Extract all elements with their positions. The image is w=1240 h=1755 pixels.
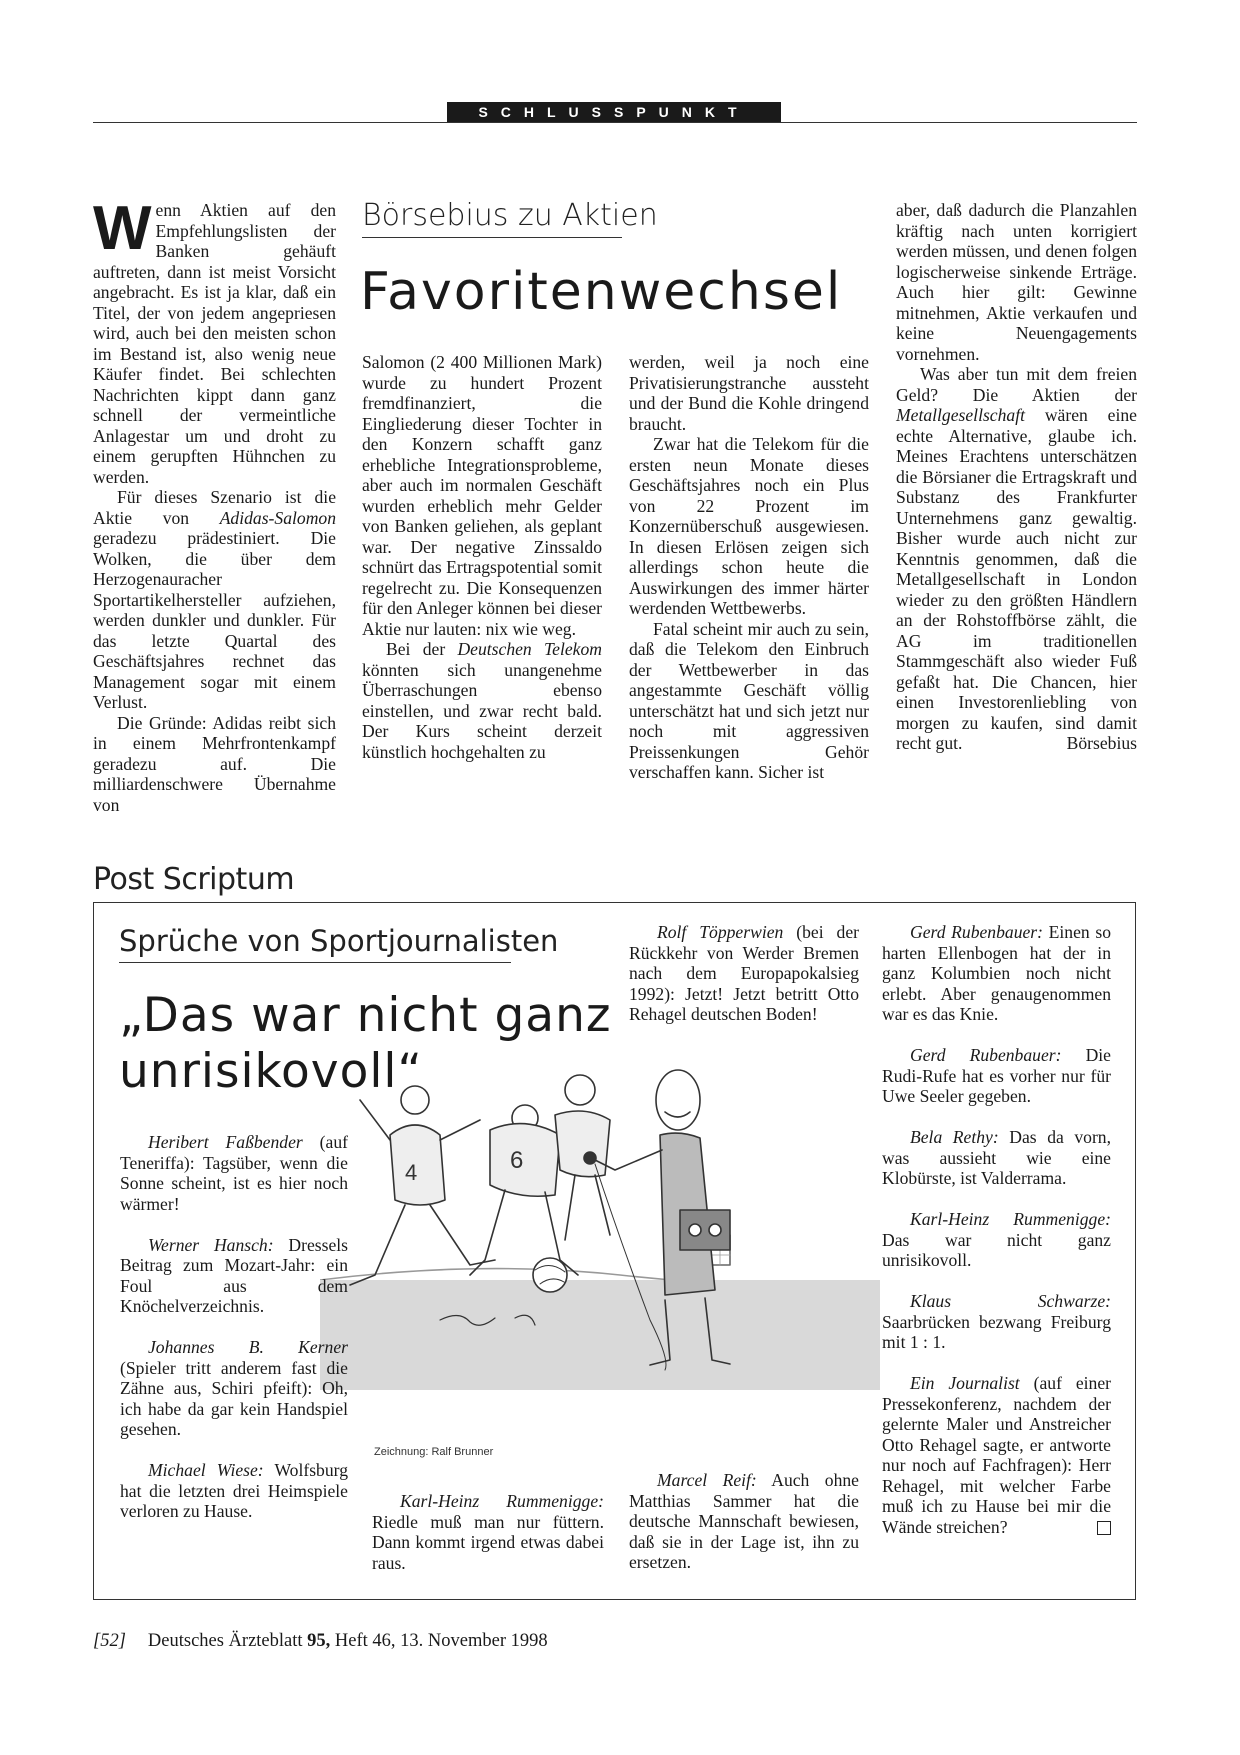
paragraph: Was aber tun mit dem freien Geld? Die Aktien der Metallgesellschaft wären eine echte Alternative, glaube ich. Meines Erachtens unterschätzen die Börsianer die Ertragskraft und Substanz des Frankfurter Unternehmens ganz gewaltig. Bisher wurde auch nicht zur Kenntnis genommen, daß die Metallgesellschaft in London wieder zu den größten Händlern an der Rohstoffbörse zählt, die AG im traditionellen Stammgeschäft also wieder Fuß gefaßt hat. Die Chancen, hier einen Investorenliebling von morgen zu kaufen, sind damit recht gut. Börsebius xyxy=(896,364,1137,753)
quote: Ein Journalist (auf einer Pressekonferenz, nachdem der gelernte Maler und Anstreicher Otto Rehagel sagte, er antworte nur noch auf Fachfragen): Herr Rehagel, mit welcher Farbe muß ich zu Hause bei mir die Wände streichen? xyxy=(882,1373,1111,1537)
section-header: SCHLUSSPUNKT xyxy=(447,102,781,123)
postscriptum-title: „Das war nicht ganz unrisikovoll“ xyxy=(119,988,612,1099)
quote: Karl-Heinz Rummenigge: Das war nicht ganz unrisikovoll. xyxy=(882,1209,1111,1270)
article-column-3 xyxy=(629,352,869,783)
svg-text:6: 6 xyxy=(510,1147,524,1174)
article-kicker: Börsebius zu Aktien xyxy=(362,198,622,238)
paragraph: Fatal scheint mir auch zu sein, daß die Telekom den Einbruch der Wettbewerber in das angestammte Geschäft völlig unterschätzt hat und sich jetzt nur noch mit aggressiven Preissenkungen Gehör verschaffen kann. Sicher ist xyxy=(629,618,869,782)
article-column-2 xyxy=(362,352,602,762)
quote: Karl-Heinz Rummenigge: Riedle muß man nur füttern. Dann kommt irgend etwas dabei raus. xyxy=(372,1491,604,1573)
paragraph: Die Gründe: Adidas reibt sich in einem Mehrfrontenkampf geradezu auf. Die milliardenschwere Übernahme von xyxy=(93,712,336,815)
drop-cap: W xyxy=(93,194,152,263)
quote: Gerd Rubenbauer: Einen so harten Ellenbogen hat der in ganz Kolumbien noch nicht erlebt. Aber genaugenommen war es das Knie. xyxy=(882,922,1111,1024)
postscriptum-kicker: Sprüche von Sportjournalisten xyxy=(119,924,511,963)
quotes-column-1 xyxy=(120,1132,348,1522)
postscriptum-label: Post Scriptum xyxy=(93,862,295,897)
quotes-column-3-top xyxy=(629,922,859,1025)
paragraph: werden, weil ja noch eine Privatisierungstranche aussteht und der Bund die Kohle dringend braucht. xyxy=(629,352,869,434)
quotes-column-3-bottom xyxy=(629,1470,859,1573)
cartoon-illustration xyxy=(320,1060,880,1420)
article-column-1 xyxy=(93,194,336,815)
paragraph: Salomon (2 400 Millionen Mark) wurde zu hundert Prozent fremdfinanziert, die Eingliederung dieser Tochter in den Konzern schafft ganz erhebliche Integrationsprobleme, aber auch im normalen Geschäft wurden erheblich mehr Gelder von Banken geliehen, als geplant war. Der negative Zinssaldo schnürt das Ertragspotential somit regelrecht zu. Die Konsequenzen für den Anleger können bei dieser Aktie nur lauten: nix wie weg. xyxy=(362,352,602,639)
author-signoff: Börsebius xyxy=(1066,733,1137,753)
quotes-column-4 xyxy=(882,922,1111,1537)
quote: Gerd Rubenbauer: Die Rudi-Rufe hat es vorher nur für Uwe Seeler gegeben. xyxy=(882,1045,1111,1106)
quote: Marcel Reif: Auch ohne Matthias Sammer hat die deutsche Mannschaft bewiesen, daß sie in der Lage ist, ihn zu ersetzen. xyxy=(629,1470,859,1572)
paragraph: Bei der Deutschen Telekom könnten sich unangenehme Überraschungen ebenso einstellen, und zwar recht bald. Der Kurs scheint derzeit künstlich hochgehalten zu xyxy=(362,639,602,762)
quote: Werner Hansch: Dressels Beitrag zum Mozart-Jahr: ein Foul aus dem Knöchelverzeichnis. xyxy=(120,1234,348,1316)
journal-issue: Heft 46, 13. November 1998 xyxy=(334,1631,548,1651)
journal-name: Deutsches Ärzteblatt xyxy=(147,1631,303,1651)
paragraph: aber, daß dadurch die Planzahlen kräftig nach unten korrigiert werden müssen, und denen folgen logischerweise sinkende Erträge. Auch hier gilt: Gewinne mitnehmen, Aktie verkaufen und keine Neuengagements vornehmen. xyxy=(896,200,1137,364)
article-column-4 xyxy=(896,200,1137,754)
quotes-column-2 xyxy=(372,1491,604,1573)
quote: Bela Rethy: Das da vorn, was aussieht wie eine Klobürste, ist Valderrama. xyxy=(882,1127,1111,1188)
cartoon-credit: Zeichnung: Ralf Brunner xyxy=(374,1446,494,1458)
header-rule xyxy=(93,122,1137,123)
paragraph: Zwar hat die Telekom für die ersten neun Monate dieses Geschäftsjahres noch ein Plus von 22 Prozent im Konzernüberschuß ausgewiesen. In diesen Erlösen zeigen sich allerdings schon heute die Auswirkungen des immer härter werdenden Wettbewerbs. xyxy=(629,434,869,618)
page-number: [52] xyxy=(93,1631,126,1651)
svg-text:4: 4 xyxy=(405,1160,418,1185)
page-footer xyxy=(93,1631,548,1652)
quote: Johannes B. Kerner (Spieler tritt anderem fast die Zähne aus, Schiri pfeift): Oh, ich habe da gar kein Handspiel gesehen. xyxy=(120,1337,348,1439)
paragraph: Für dieses Szenario ist die Aktie von Adidas-Salomon geradezu prädestiniert. Die Wolken, die über dem Herzogenauracher Sportartikelhersteller aufziehen, werden dunkler und dunkler. Für das letzte Quartal des Geschäftsjahres rechnet das Management sogar mit einem Verlust. xyxy=(93,487,336,712)
quote: Rolf Töpperwien (bei der Rückkehr von Werder Bremen nach dem Europapokalsieg 1992): Jetzt! Jetzt betritt Otto Rehagel deutschen Boden! xyxy=(629,922,859,1024)
end-mark-icon xyxy=(1097,1521,1111,1535)
article-title: Favoritenwechsel xyxy=(360,262,843,322)
quote: Michael Wiese: Wolfsburg hat die letzten drei Heimspiele verloren zu Hause. xyxy=(120,1460,348,1521)
quote: Klaus Schwarze: Saarbrücken bezwang Freiburg mit 1 : 1. xyxy=(882,1291,1111,1352)
quote: Heribert Faßbender (auf Teneriffa): Tagsüber, wenn die Sonne scheint, ist es hier noch wärmer! xyxy=(120,1132,348,1214)
paragraph: enn Aktien auf den Empfehlungslisten der Banken gehäuft auftreten, dann ist meist Vorsicht angebracht. Es ist ja klar, daß ein Titel, der von jedem angepriesen wird, auch bei den meisten schon im Bestand ist, also wenig neue Käufer findet. Bei schlechten Nachrichten kippt dann ganz schnell der vermeintliche Anlagestar um und droht zu einem gerupften Hühnchen zu werden. xyxy=(93,200,336,487)
journal-volume: 95, xyxy=(307,1631,331,1651)
